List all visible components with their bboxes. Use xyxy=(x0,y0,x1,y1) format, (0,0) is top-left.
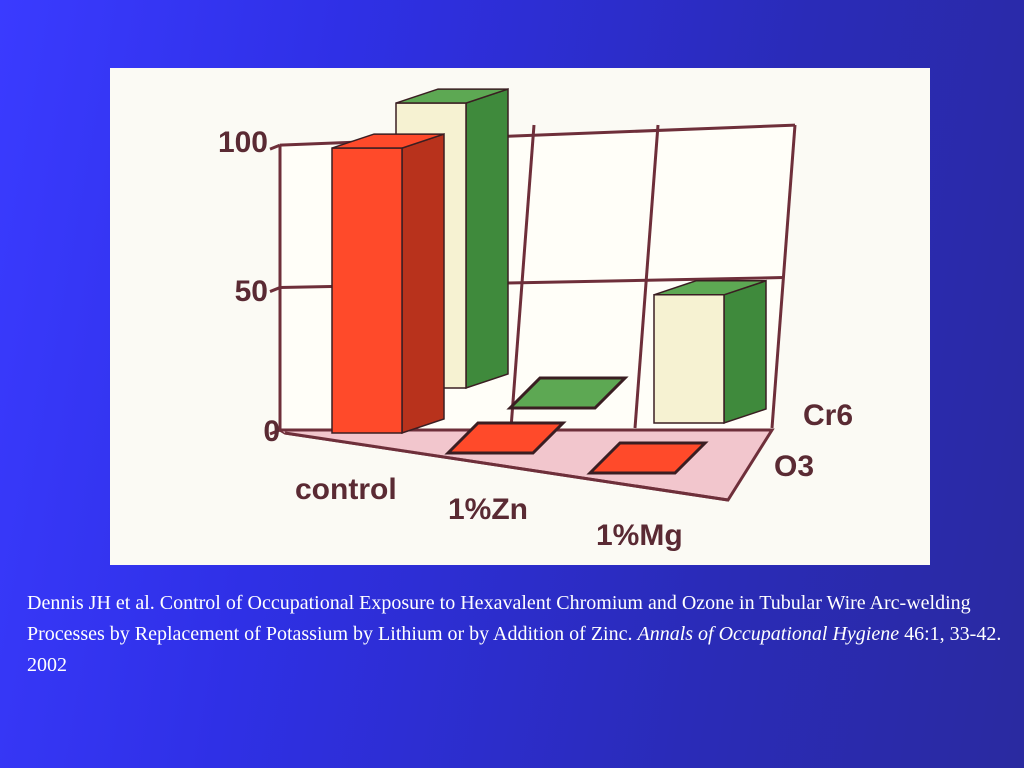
citation-caption xyxy=(27,588,1002,681)
category-label-control: control xyxy=(295,473,397,506)
bar-o3-0 xyxy=(332,134,444,433)
bar-cr6-2 xyxy=(654,281,766,423)
y-tick-label-50: 50 xyxy=(234,275,268,308)
bar-o3-0-front xyxy=(332,148,402,433)
bar-cr6-2-front xyxy=(654,295,724,423)
y-tick-label-100: 100 xyxy=(217,126,268,159)
category-label-mg: 1%Mg xyxy=(596,519,683,552)
journal-name: Annals of Occupational Hygiene xyxy=(637,623,900,645)
bar-chart-3d xyxy=(110,68,930,565)
category-label-zn: 1%Zn xyxy=(448,493,529,526)
bar-cr6-2-side xyxy=(724,281,766,423)
citation-text: Dennis JH et al. Control of Occupational Exposure to Hexavalent Chromium and Ozone in Tubular Wire Arc-welding Processes by Replacement of Potassium by Lithium or by Addition of Zinc. xyxy=(27,592,971,645)
series-label-o3: O3 xyxy=(774,450,815,483)
series-label-cr6: Cr6 xyxy=(803,399,854,432)
bar-o3-0-side xyxy=(402,134,444,433)
y-tick-label-0: 0 xyxy=(263,415,280,448)
citation-volume: 46:1, 33-42. 2002 xyxy=(27,623,1002,676)
chart-panel xyxy=(110,68,930,565)
bar-cr6-0-side xyxy=(466,89,508,388)
